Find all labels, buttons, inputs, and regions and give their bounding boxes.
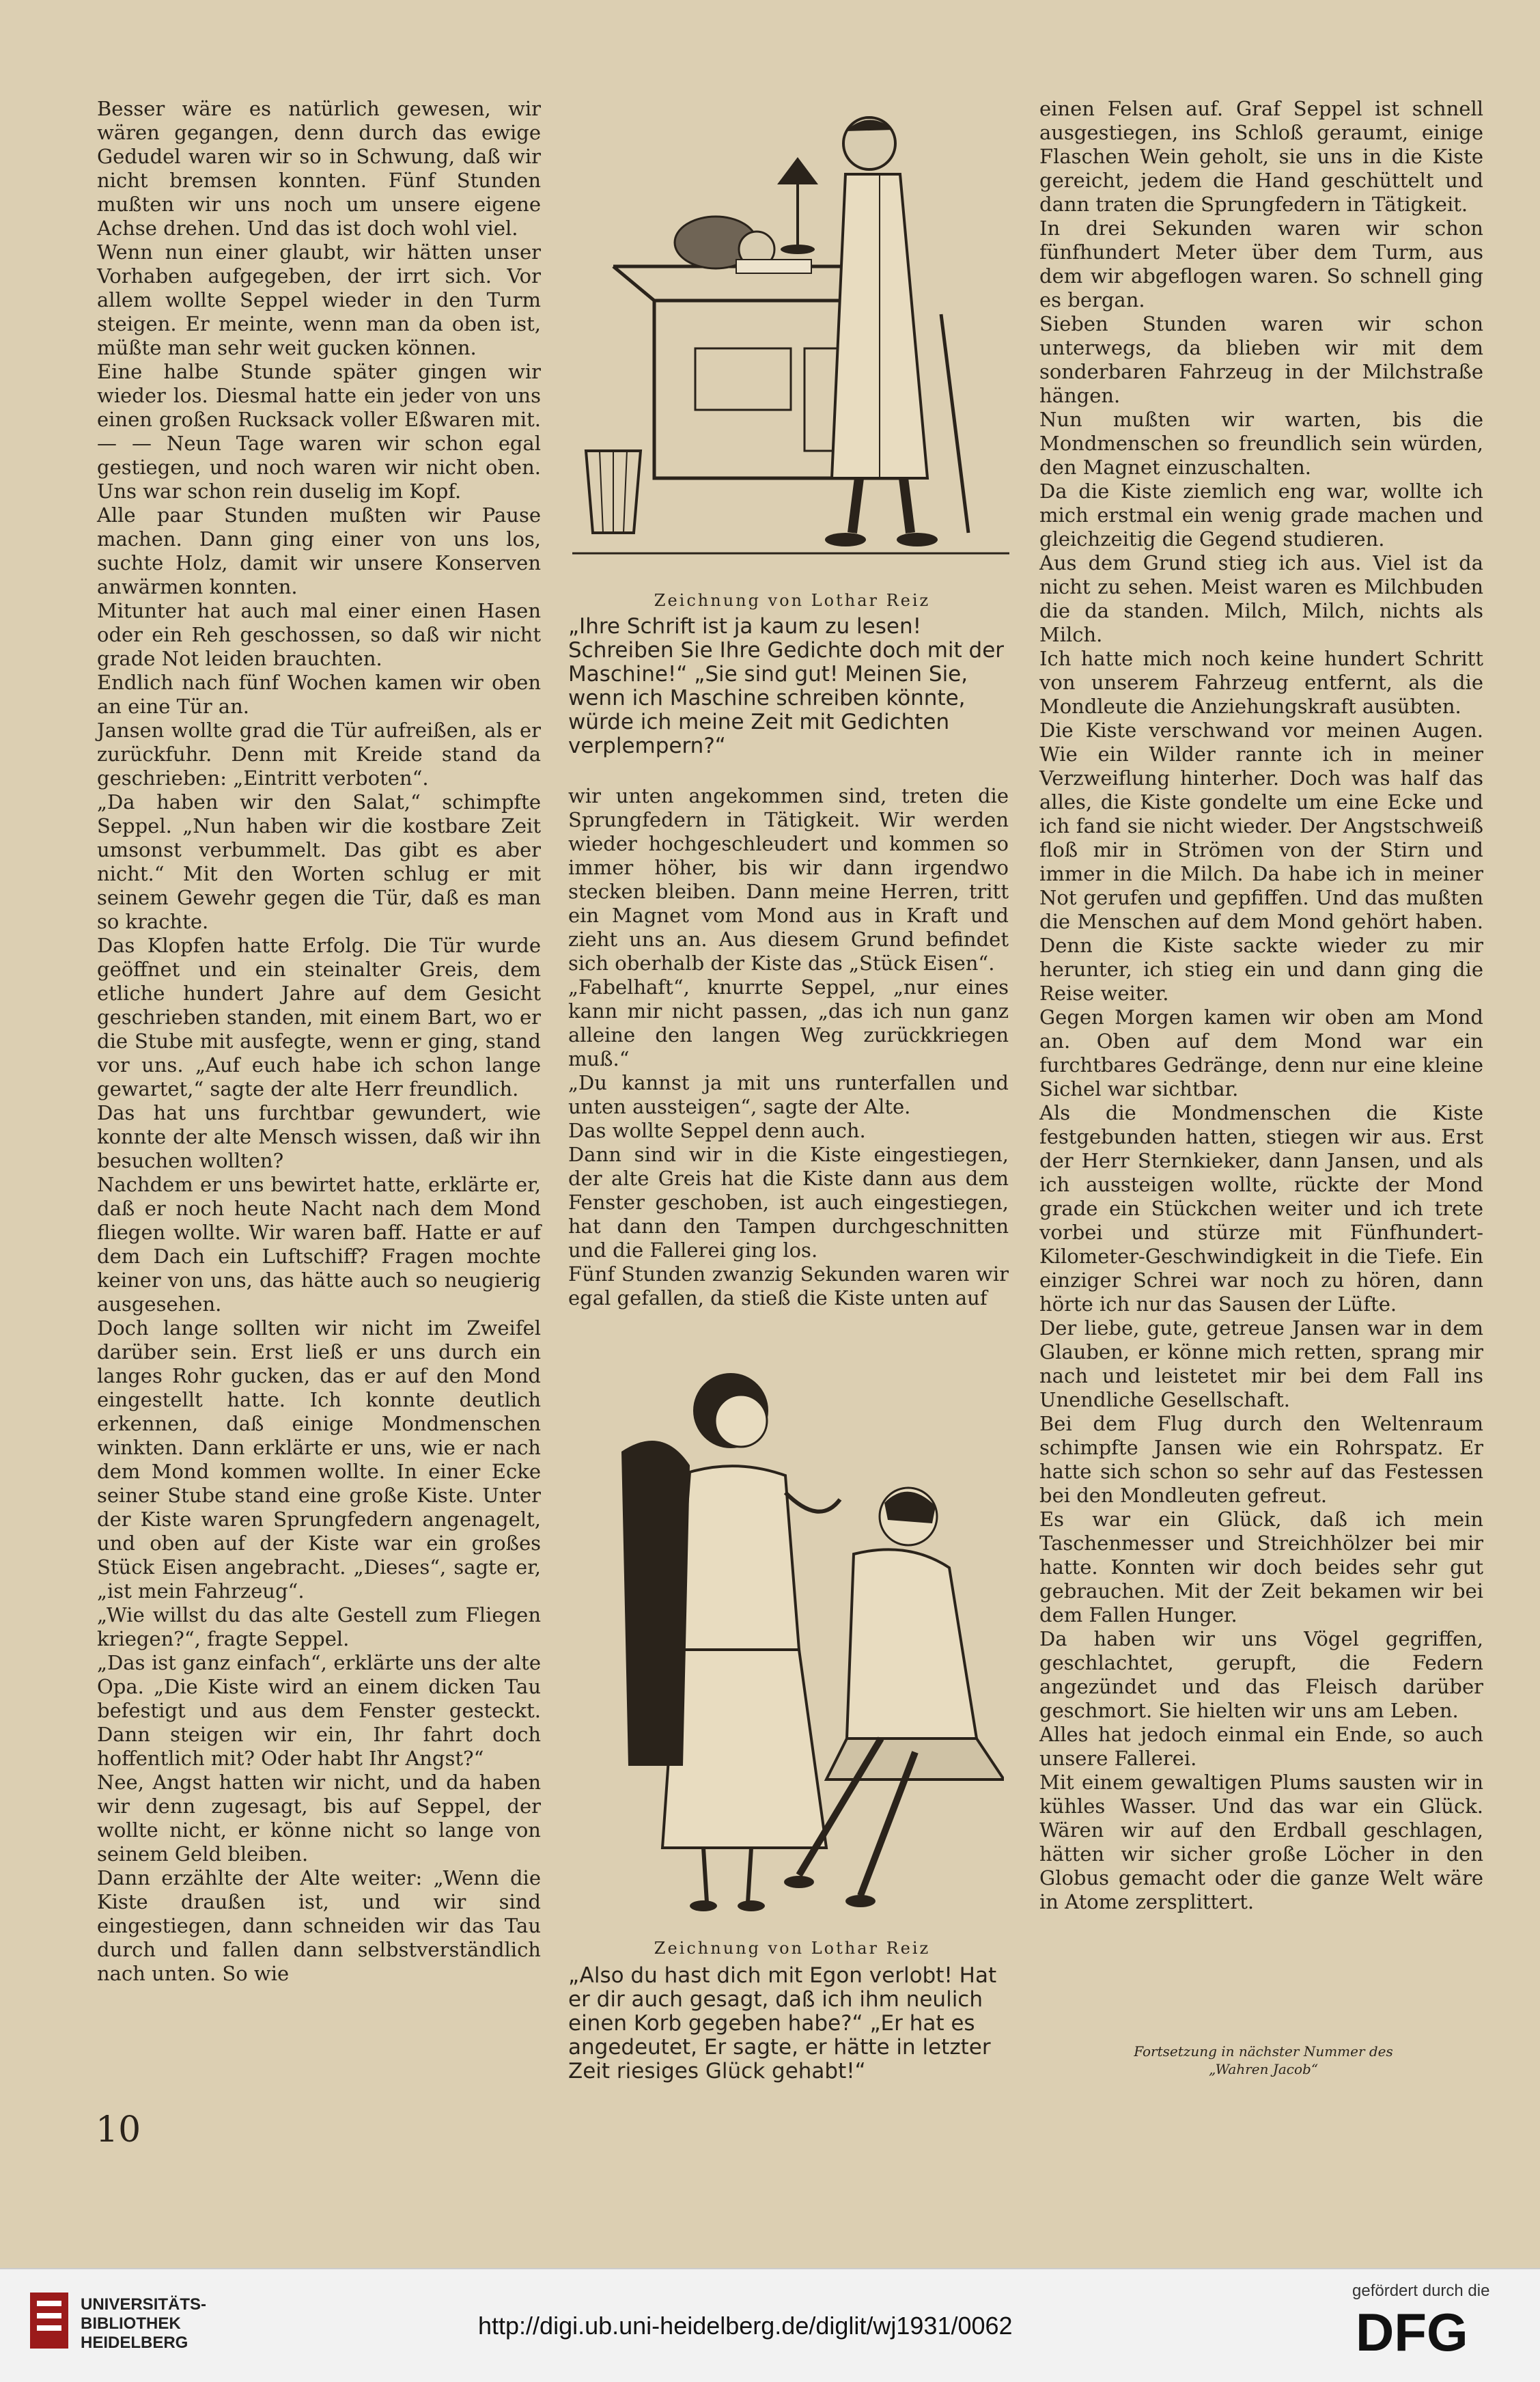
paragraph: Da haben wir uns Vögel gegriffen, geschlachtet, gerupft, die Federn angezündet und das Fleisch darüber geschmort. Sie hielten wir uns am Leben. — [1039, 1627, 1483, 1722]
dfg-logo-icon — [1356, 2302, 1468, 2362]
paragraph: Aus dem Grund stieg ich aus. Viel ist da nicht zu sehen. Meist waren es Milchbuden die da standen. Milch, Milch, nichts als Milch. — [1039, 551, 1483, 646]
paragraph: Eine halbe Stunde später gingen wir wieder los. Diesmal hatte ein jeder von uns einen großen Rucksack voller Eßwaren mit. — — Neun Tage waren wir schon egal gestiegen, und noch waren wir nicht oben. Uns war schon rein duselig im Kopf. — [97, 360, 541, 503]
sponsor-logo-text: DFG — [1356, 2302, 1468, 2362]
illustration-credit: Zeichnung von Lothar Reiz — [654, 1939, 931, 1958]
illustration-writer-desk — [572, 96, 1009, 567]
paragraph: In drei Sekunden waren wir schon fünfhundert Meter über dem Turm, aus dem wir abgeflogen waren. So schnell ging es bergan. — [1039, 217, 1483, 311]
right-column — [1039, 97, 1483, 1914]
paragraph: Alles hat jedoch einmal ein Ende, so auch unsere Fallerei. — [1039, 1723, 1483, 1770]
paragraph: „Da haben wir den Salat,“ schimpfte Seppel. „Nun haben wir die kostbare Zeit umsonst verbummelt. Das gibt es aber nicht.“ Mit den Worten schlug er mit seinem Gewehr gegen die Tür, daß es man so krachte. — [97, 790, 541, 933]
paragraph: Bei dem Flug durch den Weltenraum schimpfte Jansen wie ein Rohrspatz. Er hatte sich schon so sehr auf das Festessen bei den Mondleuten gefreut. — [1039, 1412, 1483, 1507]
paragraph: wir unten angekommen sind, treten die Sprungfedern in Tätigkeit. Wir werden wieder hochgeschleudert und kommen so immer höher, bis wir dann irgendwo stecken bleiben. Dann meine Herren, tritt ein Magnet vom Mond aus in Kraft und zieht uns an. Aus diesem Grund befindet sich oberhalb der Kiste das „Stück Eisen“. — [568, 784, 1009, 975]
institution-name: UNIVERSITÄTS- BIBLIOTHEK HEIDELBERG — [81, 2295, 207, 2352]
paragraph: Dann erzählte der Alte weiter: „Wenn die Kiste draußen ist, und wir sind eingestiegen, dann schneiden wir das Tau durch und fallen dann selbstverständlich nach unten. So wie — [97, 1866, 541, 1985]
paragraph: Das wollte Seppel denn auch. — [568, 1119, 866, 1142]
university-seal-icon — [27, 2290, 71, 2351]
paragraph: Alle paar Stunden mußten wir Pause machen. Dann ging einer von uns los, suchte Holz, damit wir unsere Konserven anwärmen konnten. — [97, 503, 541, 598]
sponsor-label: gefördert durch die — [1352, 2282, 1490, 2300]
paragraph: Ich hatte mich noch keine hundert Schritt von unserem Fahrzeug entfernt, als die Mondleute die Anziehungskraft ausübten. — [1039, 647, 1483, 718]
source-url-link[interactable]: http://digi.ub.uni-heidelberg.de/diglit/wj1931/0062 — [478, 2312, 1013, 2340]
paragraph: Jansen wollte grad die Tür aufreißen, als er zurückfuhr. Denn mit Kreide stand da geschrieben: „Eintritt verboten“. — [97, 719, 541, 790]
page-number: 10 — [96, 2109, 141, 2150]
continuation-note: Fortsetzung in nächster Nummer des „Wahren Jacob“ — [1134, 2043, 1393, 2077]
paragraph: Da die Kiste ziemlich eng war, wollte ich mich erstmal ein wenig grade machen und gleichzeitig die Gegend studieren. — [1039, 480, 1483, 551]
paragraph: Nachdem er uns bewirtet hatte, erklärte er, daß er noch heute Nacht nach dem Mond fliegen wollte. Wir waren baff. Hatte er auf dem Dach ein Luftschiff? Fragen mochte keiner von uns, das hätte auch so neugierig ausgesehen. — [97, 1173, 541, 1316]
paragraph: Mit einem gewaltigen Plums sausten wir in kühles Wasser. Und das war ein Glück. Wären wir auf den Erdball geschlagen, hätten wir sicher große Löcher in den Globus gemacht oder die ganze Welt wäre in Atome zersplittert. — [1039, 1771, 1483, 1913]
paragraph: Wenn nun einer glaubt, wir hätten unser Vorhaben aufgegeben, der irrt sich. Vor allem wollte Seppel wieder in den Turm steigen. Er meinte, wenn man da oben ist, müßte man sehr weit gucken können. — [97, 240, 541, 359]
paragraph: Das hat uns furchtbar gewundert, wie konnte der alte Mensch wissen, daß wir ihn besuchen wollten? — [97, 1101, 541, 1172]
paragraph: Besser wäre es natürlich gewesen, wir wären gegangen, denn durch das ewige Gedudel waren wir so in Schwung, daß wir nicht bremsen konnten. Fünf Stunden mußten wir uns noch um unsere eigene Achse drehen. Und das ist doch wohl viel. — [97, 97, 541, 240]
paragraph: Nee, Angst hatten wir nicht, und da haben wir denn zugesagt, bis auf Seppel, der wollte nicht, er könne nicht so lange von seinem Geld bleiben. — [97, 1771, 541, 1866]
paragraph: Gegen Morgen kamen wir oben am Mond an. Oben auf dem Mond war ein furchtbares Gedränge, denn nur eine kleine Sichel war sichtbar. — [1039, 1006, 1483, 1100]
paragraph: Endlich nach fünf Wochen kamen wir oben an eine Tür an. — [97, 671, 541, 718]
paragraph: Sieben Stunden waren wir schon unterwegs, da blieben wir mit dem sonderbaren Fahrzeug in der Milchstraße hängen. — [1039, 312, 1483, 407]
paragraph: „Du kannst ja mit uns runterfallen und unten aussteigen“, sagte der Alte. — [568, 1071, 1009, 1118]
paragraph: Dann sind wir in die Kiste eingestiegen, der alte Greis hat die Kiste dann aus dem Fenster geschoben, ist auch eingestiegen, hat dann den Tampen durchgeschnitten und die Fallerei ging los. — [568, 1143, 1009, 1262]
paragraph: Nun mußten wir warten, bis die Mondmenschen so freundlich sein würden, den Magnet einzuschalten. — [1039, 408, 1483, 479]
middle-column — [568, 784, 1009, 1310]
left-column — [97, 97, 541, 1986]
illustration-credit: Zeichnung von Lothar Reiz — [654, 591, 931, 610]
paragraph: Als die Mondmenschen die Kiste festgebunden hatten, stiegen wir aus. Erst der Herr Sternkieker, dann Jansen, und als ich aussteigen wollte, rückte der Mond grade ein Stückchen weiter und ich trete vorbei und stürze mit Fünfhundert-Kilometer-Geschwindigkeit in die Tiefe. Ein einziger Schrei war noch zu hören, dann hörte ich nur das Sausen der Lüfte. — [1039, 1101, 1483, 1316]
cartoon-caption: „Ihre Schrift ist ja kaum zu lesen! Schreiben Sie Ihre Gedichte doch mit der Maschine!“ „Sie sind gut! Meinen Sie, wenn ich Maschine schreiben könnte, würde ich meine Zeit mit Gedichten verplempern?“ — [568, 614, 1005, 758]
illustration-two-women — [594, 1356, 1004, 1930]
paragraph: Mitunter hat auch mal einer einen Hasen oder ein Reh geschossen, so daß wir nicht grade Not leiden brauchten. — [97, 599, 541, 670]
paragraph: Es war ein Glück, daß ich mein Taschenmesser und Streichhölzer bei mir hatte. Konnten wir doch beides sehr gut gebrauchen. Mit der Zeit bekamen wir bei dem Fallen Hunger. — [1039, 1508, 1483, 1626]
footer-bar — [0, 2268, 1540, 2382]
paragraph: Der liebe, gute, getreue Jansen war in dem Glauben, er könne mich retten, sprang mir nach und leistetet mir bei dem Fall ins Unendliche Gesellschaft. — [1039, 1316, 1483, 1411]
paragraph: Die Kiste verschwand vor meinen Augen. Wie ein Wilder rannte ich in meiner Verzweiflung hinterher. Doch was half das alles, die Kiste gondelte um eine Ecke und ich fand sie nicht wieder. Der Angstschweiß floß mir in Strömen von der Stirn und immer in die Milch. Da habe ich in meiner Not gerufen und gepfiffen. Und das mußten die Menschen auf dem Mond gehört haben. Denn die Kiste sackte wieder zu mir herunter, ich stieg ein und dann ging die Reise weiter. — [1039, 719, 1483, 1005]
paragraph: „Das ist ganz einfach“, erklärte uns der alte Opa. „Die Kiste wird an einem dicken Tau befestigt und aus dem Fenster gesteckt. Dann steigen wir ein, Ihr fahrt doch hoffentlich mit? Oder habt Ihr Angst?“ — [97, 1651, 541, 1770]
cartoon-caption: „Also du hast dich mit Egon verlobt! Hat er dir auch gesagt, daß ich ihm neulich einen Korb gegeben habe?“ „Er hat es angedeutet, Er sagte, er hätte in letzter Zeit riesiges Glück gehabt!“ — [568, 1963, 997, 2083]
paragraph: „Fabelhaft“, knurrte Seppel, „nur eines kann mir nicht passen, „das ich nun ganz alleine den langen Weg zurückkriegen muß.“ — [568, 975, 1009, 1070]
paragraph: einen Felsen auf. Graf Seppel ist schnell ausgestiegen, ins Schloß geraumt, einige Flaschen Wein geholt, sie uns in die Kiste gereicht, jedem die Hand geschüttelt und dann traten die Sprungfedern in Tätigkeit. — [1039, 97, 1483, 216]
paragraph: Fünf Stunden zwanzig Sekunden waren wir egal gefallen, da stieß die Kiste unten auf — [568, 1262, 1009, 1310]
paragraph: Das Klopfen hatte Erfolg. Die Tür wurde geöffnet und ein steinalter Greis, dem etliche hundert Jahre auf dem Gesicht geschrieben standen, mit einem Bart, wo er die Stube mit ausfegte, wenn er ging, stand vor uns. „Auf euch habe ich schon lange gewartet,“ sagte der alte Herr freundlich. — [97, 934, 541, 1100]
paragraph: „Wie willst du das alte Gestell zum Fliegen kriegen?“, fragte Seppel. — [97, 1603, 541, 1650]
paragraph: Doch lange sollten wir nicht im Zweifel darüber sein. Erst ließ er uns durch ein langes Rohr gucken, das er auf den Mond eingestellt hatte. Ich konnte deutlich erkennen, daß einige Mondmenschen winkten. Dann erklärte er uns, wie er nach dem Mond kommen wollte. In einer Ecke seiner Stube stand eine große Kiste. Unter der Kiste waren Sprungfedern angenagelt, und oben auf der Kiste war ein großes Stück Eisen angebracht. „Dieses“, sagte er, „ist mein Fahrzeug“. — [97, 1316, 541, 1603]
